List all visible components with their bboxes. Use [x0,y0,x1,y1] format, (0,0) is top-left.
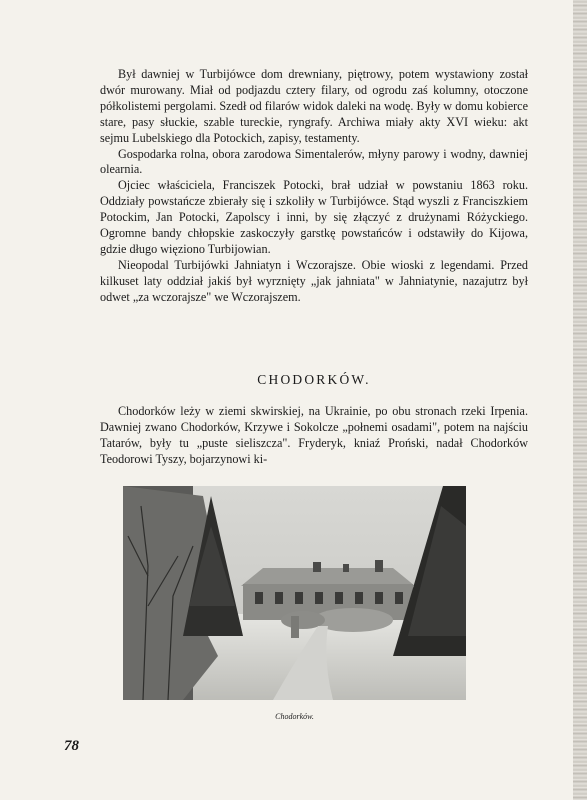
photo-manor-house-icon [123,486,466,700]
page-number: 78 [64,738,79,754]
section-chodorkow-text [100,404,528,468]
section-turbijowka-text [100,67,528,306]
photo-manor-house [123,486,466,700]
photo-caption: Chodorków. [275,712,314,721]
paragraph: Chodorków leży w ziemi skwirskiej, na Ukrainie, po obu stronach rzeki Irpenia. Dawniej zwano Chodorków, Krzywe i Sokolcze „połnemi osadami", potem na najściu Tatarów, były tu „puste sieliszcza". Fryderyk, kniaź Proński, nadał Chodorków Teodorowi Tyszy, bojarzynowi ki- [100,404,528,466]
paragraph: Był dawniej w Turbijówce dom drewniany, piętrowy, potem wystawiony został dwór murowany. Miał od podjazdu cztery filary, od ogrodu zaś kolumny, otoczone półkolistemi pergolami. Szedł od filarów widok daleki na wodę. Były w domu kobierce stare, pasy słuckie, szable tureckie, ryngrafy. Archiwa miały akty XVI wieku: akt sejmu Lubelskiego dla Potockich, zapisy, testamenty. [100,67,528,145]
page-edge-shadow [573,0,587,800]
paragraph: Ojciec właściciela, Franciszek Potocki, brał udział w powstaniu 1863 roku. Oddziały powstańcze zbierały się i szkoliły w Turbijówce. Stąd wyszli z Franciszkiem Potockim, Jan Potocki, Zapolscy i inni, by się złączyć z drużynami Różyckiego. Ogromne bandy chłopskie zaskoczyły garstkę powstańców i odstawiły do Kijowa, gdzie długo więziono Turbijowian. [100,178,528,256]
section-heading: CHODORKÓW. [257,372,371,387]
paragraph: Gospodarka rolna, obora zarodowa Simentalerów, młyny parowy i wodny, dawniej olearnia. [100,146,528,177]
paragraph: Nieopodal Turbijówki Jahniatyn i Wczorajsze. Obie wioski z legendami. Przed kilkuset laty oddział jakiś był wyrznięty „jak jahniata" w Jahniatynie, nazajutrz był odwet „za wczorajsze" we Wczorajszem. [100,257,528,304]
